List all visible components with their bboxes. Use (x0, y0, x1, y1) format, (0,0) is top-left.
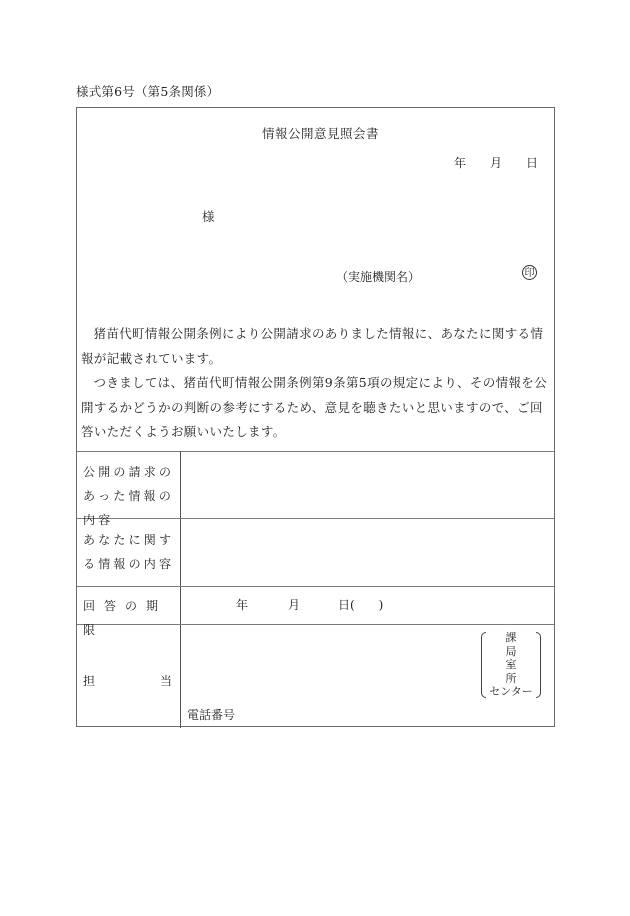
requested-info-label: 公開の請求のあった情報の内容 (77, 451, 181, 518)
requested-info-field[interactable] (181, 451, 554, 518)
date-month: 月 (490, 156, 503, 170)
document-title: 情報公開意見照会書 (262, 126, 380, 141)
contact-label (77, 625, 181, 728)
department-option: 所 (505, 671, 517, 685)
department-type-options (481, 631, 541, 699)
department-option: センター (489, 685, 533, 698)
agency-name-label: （実施機関名） (336, 270, 421, 284)
recipient-suffix: 様 (202, 209, 215, 224)
related-info-field[interactable] (181, 519, 554, 586)
deadline-field[interactable] (181, 587, 554, 624)
letter-section (77, 108, 554, 452)
form-number: 様式第6号（第5条関係） (76, 84, 220, 99)
date-day: 日 (526, 156, 539, 170)
letter-body (81, 322, 551, 445)
deadline-year: 年 (236, 598, 249, 612)
department-option: 局 (505, 644, 517, 658)
body-paragraph-1: 猪苗代町情報公開条例により公開請求のありました情報に、あなたに関する情報が記載されています。 (81, 326, 544, 366)
contact-row (77, 625, 554, 728)
issue-date (454, 154, 538, 171)
contact-label-right: 当 (160, 674, 176, 688)
deadline-day: 日( ) (338, 598, 384, 612)
department-option: 課 (505, 631, 517, 644)
contact-field[interactable] (181, 625, 554, 728)
body-paragraph-2: つきましては、猪苗代町情報公開条例第9条第5項の規定により、その情報を公開するかどうかの判断の参考にするため、意見を聴きたいと思いますので、ご回答いただくようお願いいたします。 (81, 375, 548, 439)
deadline-row (77, 587, 554, 637)
related-info-label: あなたに関する情報の内容 (77, 519, 181, 586)
deadline-label: 回答の期限 (77, 587, 181, 624)
phone-number-label: 電話番号 (187, 708, 236, 722)
seal-icon: 印 (522, 265, 537, 280)
department-option: 室 (505, 658, 517, 671)
deadline-month: 月 (288, 598, 301, 612)
deadline-date (236, 596, 383, 613)
inquiry-form (76, 107, 555, 727)
contact-label-left: 担 (83, 674, 99, 688)
related-info-row (77, 519, 554, 587)
date-year: 年 (454, 156, 467, 170)
requested-info-row (77, 451, 554, 527)
